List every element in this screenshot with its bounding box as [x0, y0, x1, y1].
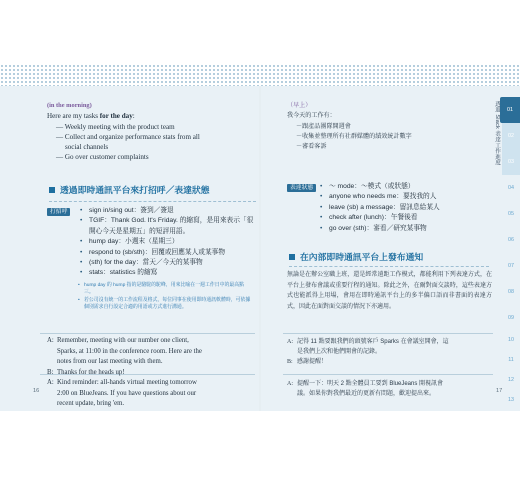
- page-number-left: 16: [33, 388, 40, 394]
- dialogue-line: Remember, meeting with our number one client,: [57, 337, 189, 344]
- chapter-tab-10[interactable]: 10: [508, 337, 514, 343]
- chapter-tab-11[interactable]: 11: [508, 357, 514, 363]
- morning-line-1-zh: －跟產品團隊開週會: [296, 122, 351, 130]
- page-number-right: 17: [496, 388, 503, 394]
- section-heading-greeting: 透過即時通訊平台來打招呼／表達狀態: [49, 183, 210, 196]
- morning-tasks-en: [47, 101, 257, 163]
- greeting-notes: [78, 282, 253, 311]
- chapter-tab-02[interactable]: 02: [502, 123, 520, 149]
- divider: [283, 333, 493, 334]
- chapter-tab-09[interactable]: 09: [508, 315, 514, 321]
- divider: [283, 374, 493, 375]
- status-vocab-list: [320, 182, 490, 234]
- section-rule: [289, 266, 489, 267]
- dialogue-line: 是我們上次和他們開會的記錄。: [297, 349, 382, 356]
- chapter-tab-04[interactable]: 04: [508, 185, 514, 191]
- dialogue-2-zh: [287, 379, 492, 399]
- dialogue-line: Sparks, at 11:00 in the conference room. Here are the: [57, 347, 202, 355]
- vocab-item: • sign in/sing out：簽到／簽退: [80, 206, 255, 216]
- status-tag: 表達狀態: [287, 184, 316, 192]
- speaker-label: A:: [47, 337, 54, 344]
- dialogue-1-en: [47, 336, 257, 378]
- dialogue-line: recent update, bring 'em.: [57, 400, 125, 407]
- dialogue-2-en: [47, 378, 257, 410]
- chapter-tab-13[interactable]: 13: [508, 397, 514, 403]
- chapter-tab-06[interactable]: 06: [508, 237, 514, 243]
- greeting-tag: 打招呼: [47, 208, 70, 216]
- morning-tag: (in the morning): [47, 102, 92, 109]
- divider: [40, 333, 255, 334]
- speaker-label: A:: [287, 339, 293, 345]
- dialogue-line: 2:00 on BlueJeans. If you have questions about our: [57, 389, 197, 397]
- section-rule: [49, 201, 256, 202]
- section-square-icon: [289, 254, 295, 260]
- book-spine: [259, 86, 261, 411]
- dialogue-line: Thanks for the heads up!: [57, 368, 125, 376]
- morning-tag-zh: （早上）: [287, 102, 312, 109]
- morning-line-3: — Go over customer complaints: [56, 153, 149, 162]
- notice-paragraph: 無論是在辦公室職上班，還是經常遠距工作模式，都能利用下列表達方式，在平台上發布會議或重要行程的通知。除此之外，在爾對面交談時，這些表達方式也能派得上用場，會用在即時通訊平台上的多半偏口語而非書面的表達方式，因此在面對面交談的情況下亦適用。: [287, 272, 492, 310]
- chapter-tab-03[interactable]: 03: [502, 149, 520, 175]
- chapter-tab-05[interactable]: 05: [508, 211, 514, 217]
- morning-intro: Here are my tasks for the day:: [47, 112, 135, 121]
- vocab-item: • go over (sth)：審看／研究某事物: [320, 224, 490, 234]
- vocab-item: • check after (lunch)：午餐後看: [320, 213, 490, 223]
- chapter-tab-08[interactable]: 08: [508, 289, 514, 295]
- dotted-header-band: [0, 64, 520, 86]
- vocab-item: • anyone who needs me：要找我的人: [320, 192, 490, 202]
- section-square-icon: [49, 187, 55, 193]
- morning-line-2-zh: －收集並整理所有社群媒體的績效統計數字: [296, 132, 412, 140]
- morning-tasks-zh: [287, 101, 462, 152]
- dialogue-line: 記得 11 點要跟我們的頭號客戶 Sparks 在會議室開會，這: [297, 339, 449, 345]
- vocab-item: • (sth) for the day：當天／今天的某事物: [80, 258, 255, 268]
- vocab-item: • stats：statistics 的縮寫: [80, 268, 255, 278]
- morning-line-2a: — Collect and organize performance stats from all: [56, 132, 200, 141]
- dialogue-line: notes from our last meeting with them.: [57, 358, 163, 365]
- vocab-item: • TGIF：Thank God. It's Friday. 的縮寫，是用來表示「很開心今天是星期五」的短評用語。: [80, 216, 255, 237]
- chapter-tab-01[interactable]: 01: [500, 97, 520, 123]
- dialogue-line: 感謝提醒！: [297, 359, 328, 366]
- chapter-tab-12[interactable]: 12: [508, 377, 514, 383]
- speaker-label: A:: [47, 379, 54, 386]
- vocab-item: • hump day：小週末（星期三）: [80, 237, 255, 247]
- morning-line-1: — Weekly meeting with the product team: [56, 122, 175, 131]
- morning-line-2b: social channels: [65, 143, 109, 152]
- vocab-item: • leave (sb) a message：留訊息給某人: [320, 203, 490, 213]
- dialogue-line: 議。如果你對我們最近的更新有問題，歡迎提出來。: [297, 391, 436, 398]
- note-item: • hump day 的 hump 指的是駱駝的駝峰，用來比喻在一週工作日中的最高點三。: [78, 282, 253, 297]
- section-heading-notice: 在內部即時通訊平台上發布通知: [289, 250, 423, 263]
- vocab-item: • respond to (sb/sth)：回覆或回應某人或某事物: [80, 248, 255, 258]
- speaker-label: B:: [47, 368, 54, 376]
- vocab-item: • ～ mode：～模式（或狀態）: [320, 182, 490, 192]
- dialogue-1-zh: [287, 337, 492, 368]
- speaker-label: B:: [287, 359, 293, 366]
- dialogue-line: 提醒一下：明天 2 點全體員工要到 BlueJeans 開視訊會: [297, 381, 444, 387]
- morning-line-3-zh: －審看客訴: [296, 143, 327, 151]
- chapter-side-label: 透過 Slack 表達工作進度: [494, 101, 500, 166]
- dialogue-line: Kind reminder: all-hands virtual meeting tomorrow: [57, 379, 197, 386]
- greeting-vocab-list: [80, 206, 255, 279]
- speaker-label: A:: [287, 381, 293, 387]
- note-item: • 若公司沒有統一的工作流程及格式，每位同事在使用即時通訊軟體時，可依據個別需求自行設定合適的用語或方式進行溝通。: [78, 297, 253, 312]
- morning-intro-zh: 我今天的工作有：: [287, 112, 336, 120]
- chapter-tab-07[interactable]: 07: [508, 263, 514, 269]
